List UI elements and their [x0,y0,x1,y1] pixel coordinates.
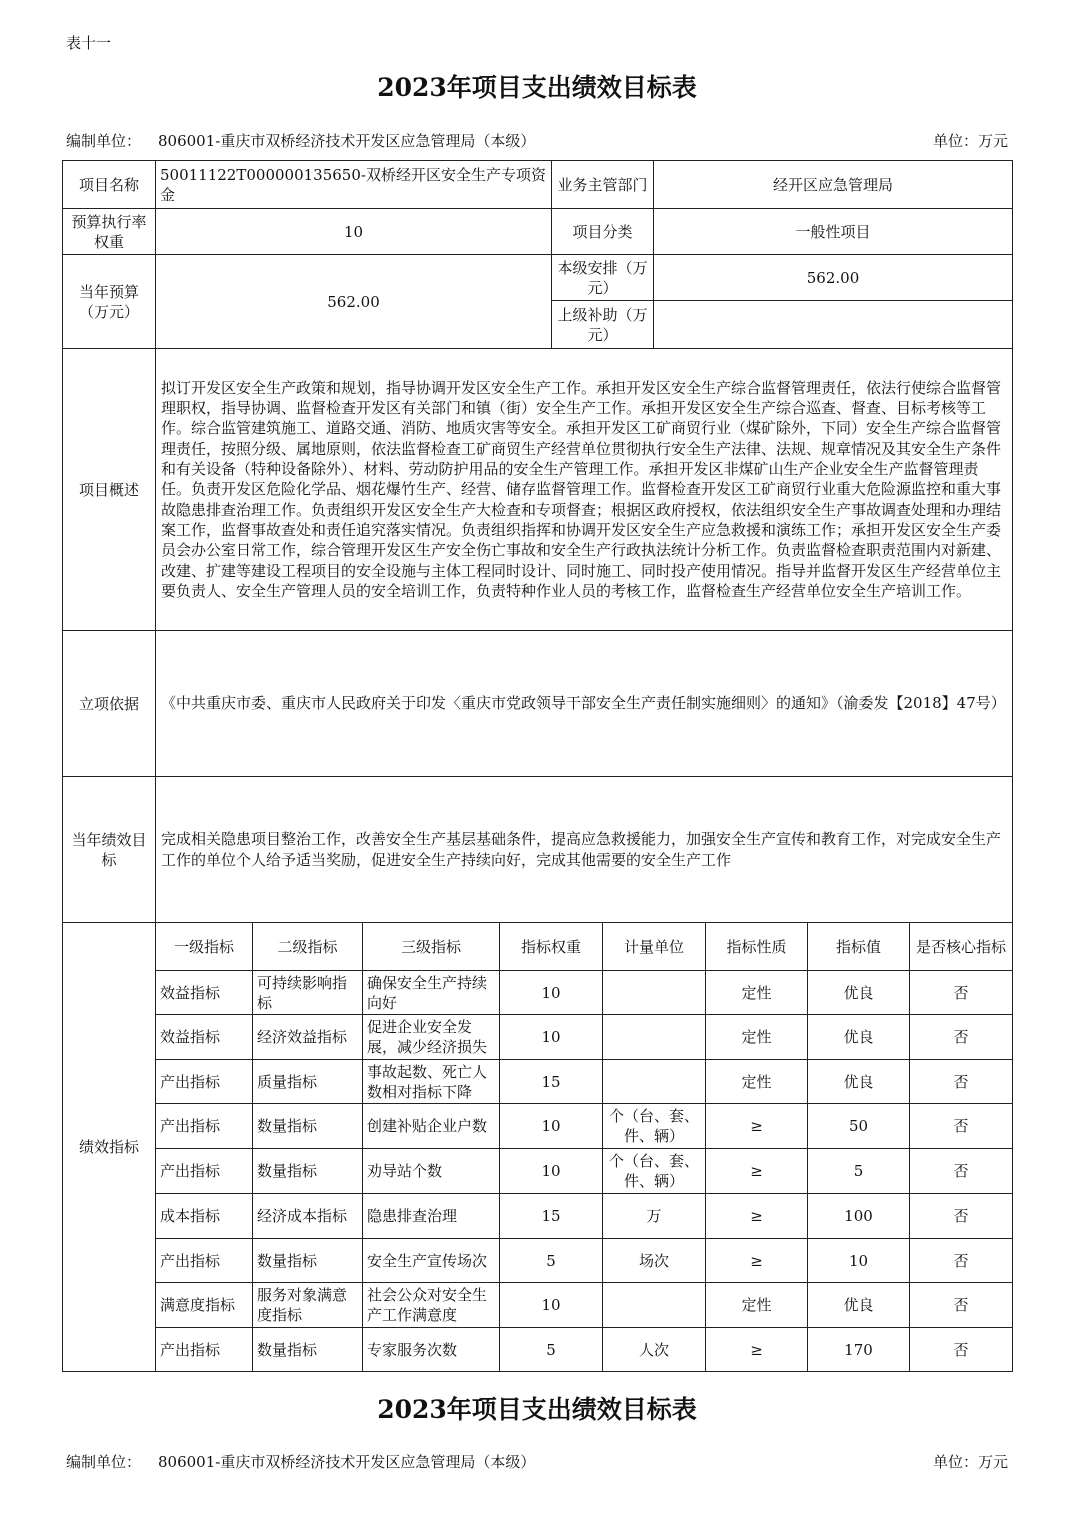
weight-cell: 5 [500,1239,603,1283]
project-name-value: 50011122T000000135650-双桥经开区安全生产专项资金 [156,161,552,209]
level1-cell: 满意度指标 [156,1283,253,1328]
level2-cell: 数量指标 [253,1149,363,1194]
indicator-table [62,922,1013,1372]
category-value: 一般性项目 [654,209,1013,255]
overview-label: 项目概述 [63,349,156,631]
level3-cell: 促进企业安全发展，减少经济损失 [363,1015,500,1060]
table-row [63,1104,1013,1149]
currency-label: 单位：万元 [932,132,1008,150]
dept-value: 经开区应急管理局 [654,161,1013,209]
footer-title: 2023年项目支出绩效目标表 [377,1395,697,1424]
page-tag: 表十一 [66,34,112,52]
column-header: 指标性质 [706,923,808,971]
level3-cell: 专家服务次数 [363,1328,500,1372]
unit-cell [603,1283,706,1328]
unit-cell [603,971,706,1015]
column-header: 是否核心指标 [910,923,1013,971]
level1-cell: 产出指标 [156,1239,253,1283]
budget-label: 当年预算（万元） [63,255,156,349]
weight-value: 10 [156,209,552,255]
page-title: 2023年项目支出绩效目标表 [377,73,697,102]
column-header: 指标权重 [500,923,603,971]
level3-cell: 确保安全生产持续向好 [363,971,500,1015]
level1-cell: 产出指标 [156,1149,253,1194]
level2-cell: 质量指标 [253,1060,363,1104]
table-row [63,1194,1013,1239]
level1-cell: 成本指标 [156,1194,253,1239]
footer-unit-value: 806001-重庆市双桥经济技术开发区应急管理局（本级） [158,1453,536,1471]
weight-cell: 10 [500,1015,603,1060]
core-cell: 否 [910,1060,1013,1104]
value-cell: 5 [808,1149,910,1194]
table-row [63,1239,1013,1283]
unit-cell: 个（台、套、件、辆） [603,1104,706,1149]
core-cell: 否 [910,971,1013,1015]
level2-cell: 数量指标 [253,1104,363,1149]
project-table [62,160,1013,923]
unit-cell [603,1060,706,1104]
value-cell: 100 [808,1194,910,1239]
category-label: 项目分类 [552,209,654,255]
value-cell: 170 [808,1328,910,1372]
level1-cell: 产出指标 [156,1060,253,1104]
table-row [63,1015,1013,1060]
footer-unit-label: 编制单位： [66,1453,142,1471]
weight-cell: 5 [500,1328,603,1372]
project-name-label: 项目名称 [63,161,156,209]
nature-cell: 定性 [706,1060,808,1104]
upper-value [654,301,1013,349]
nature-cell: ≥ [706,1104,808,1149]
level3-cell: 社会公众对安全生产工作满意度 [363,1283,500,1328]
column-header: 三级指标 [363,923,500,971]
level2-cell: 可持续影响指标 [253,971,363,1015]
level2-cell: 经济成本指标 [253,1194,363,1239]
value-cell: 优良 [808,971,910,1015]
column-header: 一级指标 [156,923,253,971]
nature-cell: 定性 [706,1283,808,1328]
overview-text: 拟订开发区安全生产政策和规划，指导协调开发区安全生产工作。承担开发区安全生产综合监督管理责任，依法行使综合监督管理职权，指导协调、监督检查开发区有关部门和镇（街）安全生产工作。承担开发区安全生产综合巡查、督查、目标考核等工作。综合监管建筑施工、道路交通、消防、地质灾害等安全。承担开发区工矿商贸行业（煤矿除外，下同）安全生产综合监督管理责任，按照分级、属地原则，依法监督检查工矿商贸生产经营单位贯彻执行安全生产法律、法规、规章情况及其安全生产条件和有关设备（特种设备除外）、材料、劳动防护用品的安全生产管理工作。承担开发区非煤矿山生产企业安全生产监督管理责任。负责开发区危险化学品、烟花爆竹生产、经营、储存监督管理工作。监督检查开发区工矿商贸行业重大危险源监控和重大事故隐患排查治理工作。负责组织开发区安全生产大检查和专项督查；根据区政府授权，依法组织安全生产事故调查处理和办理结案工作，监督事故查处和责任追究落实情况。负责组织指挥和协调开发区安全生产应急救援和演练工作；承担开发区安全生产委员会办公室日常工作，综合管理开发区生产安全伤亡事故和安全生产行政执法统计分析工作。负责监督检查职责范围内对新建、改建、扩建等建设工程项目的安全设施与主体工程同时设计、同时施工、同时投产使用情况。指导并监督开发区生产经营单位主要负责人、安全生产管理人员的安全培训工作，负责特种作业人员的考核工作，监督检查生产经营单位安全生产培训工作。 [156,349,1013,631]
level3-cell: 劝导站个数 [363,1149,500,1194]
weight-label: 预算执行率权重 [63,209,156,255]
weight-cell: 15 [500,1060,603,1104]
core-cell: 否 [910,1104,1013,1149]
footer-currency-label: 单位：万元 [932,1453,1008,1471]
goal-text: 完成相关隐患项目整治工作，改善安全生产基层基础条件，提高应急救援能力，加强安全生产宣传和教育工作，对完成安全生产工作的单位个人给予适当奖励，促进安全生产持续向好，完成其他需要的安全生产工作 [156,777,1013,923]
level1-cell: 效益指标 [156,971,253,1015]
table-row [63,971,1013,1015]
budget-value: 562.00 [156,255,552,349]
unit-label: 编制单位： [66,132,142,150]
table-row [63,1283,1013,1328]
unit-cell: 万 [603,1194,706,1239]
value-cell: 10 [808,1239,910,1283]
local-value: 562.00 [654,255,1013,301]
level2-cell: 数量指标 [253,1239,363,1283]
level1-cell: 效益指标 [156,1015,253,1060]
upper-label: 上级补助（万元） [552,301,654,349]
nature-cell: 定性 [706,1015,808,1060]
basis-text: 《中共重庆市委、重庆市人民政府关于印发〈重庆市党政领导干部安全生产责任制实施细则〉的通知》（渝委发【2018】47号） [156,631,1013,777]
table-row [63,1328,1013,1372]
level3-cell: 创建补贴企业户数 [363,1104,500,1149]
local-label: 本级安排（万元） [552,255,654,301]
core-cell: 否 [910,1194,1013,1239]
core-cell: 否 [910,1239,1013,1283]
level1-cell: 产出指标 [156,1104,253,1149]
weight-cell: 10 [500,1283,603,1328]
indicator-section-label: 绩效指标 [63,923,156,1372]
level2-cell: 数量指标 [253,1328,363,1372]
level3-cell: 事故起数、死亡人数相对指标下降 [363,1060,500,1104]
weight-cell: 15 [500,1194,603,1239]
level2-cell: 经济效益指标 [253,1015,363,1060]
nature-cell: ≥ [706,1149,808,1194]
weight-cell: 10 [500,1149,603,1194]
core-cell: 否 [910,1149,1013,1194]
value-cell: 优良 [808,1015,910,1060]
nature-cell: ≥ [706,1239,808,1283]
unit-value: 806001-重庆市双桥经济技术开发区应急管理局（本级） [158,132,536,150]
core-cell: 否 [910,1015,1013,1060]
core-cell: 否 [910,1328,1013,1372]
weight-cell: 10 [500,1104,603,1149]
value-cell: 优良 [808,1060,910,1104]
table-row [63,1060,1013,1104]
unit-cell: 个（台、套、件、辆） [603,1149,706,1194]
column-header: 指标值 [808,923,910,971]
column-header: 二级指标 [253,923,363,971]
weight-cell: 10 [500,971,603,1015]
column-header: 计量单位 [603,923,706,971]
value-cell: 50 [808,1104,910,1149]
level3-cell: 隐患排查治理 [363,1194,500,1239]
nature-cell: 定性 [706,971,808,1015]
level3-cell: 安全生产宣传场次 [363,1239,500,1283]
dept-label: 业务主管部门 [552,161,654,209]
unit-cell: 场次 [603,1239,706,1283]
level2-cell: 服务对象满意度指标 [253,1283,363,1328]
unit-cell: 人次 [603,1328,706,1372]
basis-label: 立项依据 [63,631,156,777]
goal-label: 当年绩效目标 [63,777,156,923]
nature-cell: ≥ [706,1194,808,1239]
level1-cell: 产出指标 [156,1328,253,1372]
value-cell: 优良 [808,1283,910,1328]
core-cell: 否 [910,1283,1013,1328]
nature-cell: ≥ [706,1328,808,1372]
table-row [63,1149,1013,1194]
unit-cell [603,1015,706,1060]
